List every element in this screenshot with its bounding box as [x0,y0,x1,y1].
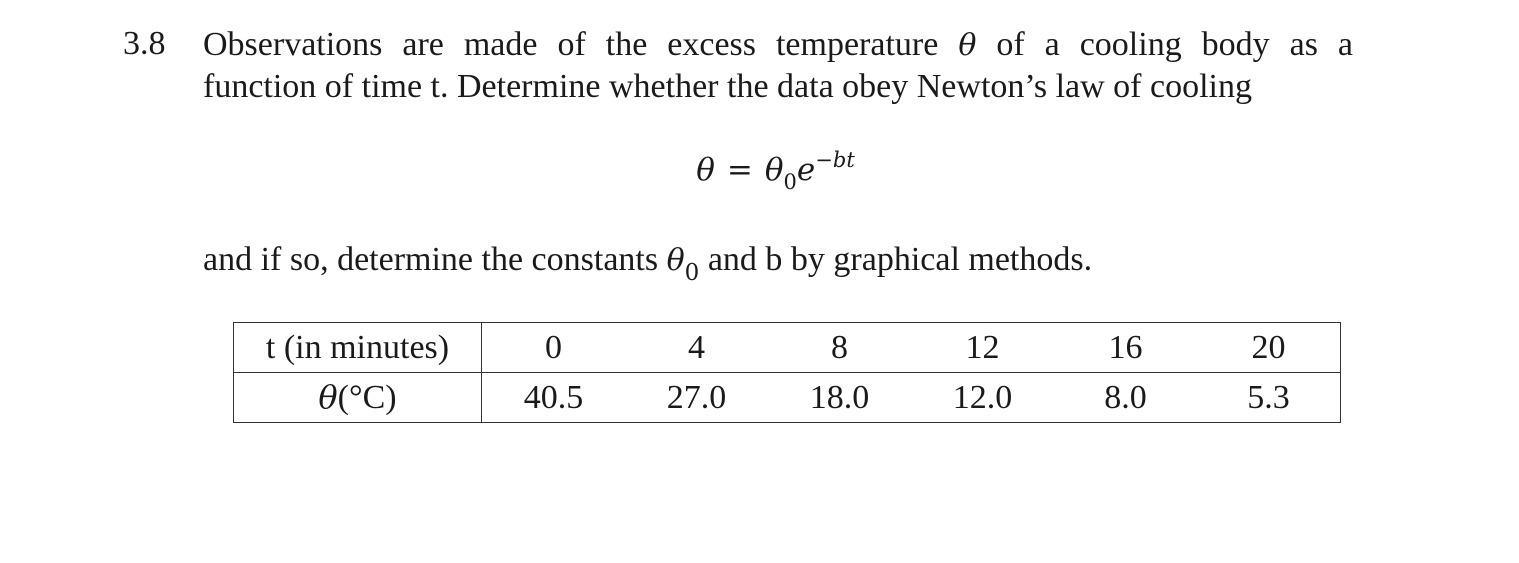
equation-exponent: −bt [815,148,855,172]
problem-number: 3.8 [123,25,166,62]
problem-instruction [203,239,1353,284]
table-row-temperature [234,373,1341,423]
equation-base-subscript: 0 [783,170,797,194]
temperature-value: 5.3 [1247,378,1290,416]
temperature-value: 18.0 [809,378,870,416]
time-value: 16 [1108,328,1143,366]
problem-statement [203,24,1353,107]
temperature-value: 27.0 [666,378,727,416]
statement-line-1-a: Observations are made of the excess temperature [203,26,939,63]
newtons-law-equation [0,150,1519,193]
equation-equals: = [726,152,753,188]
statement-line-1 [203,24,1353,66]
statement-line-2: function of time t. Determine whether the data obey Newton’s law of cooling [203,68,1252,105]
table-row-time [234,323,1341,373]
theta-zero-symbol: θ [666,243,685,278]
equation-base: θ [764,152,784,188]
temperature-header-symbol: θ [318,378,338,416]
theta-zero-subscript: 0 [684,260,700,286]
time-value: 8 [831,328,848,366]
data-table [233,322,1341,423]
time-values-cell [482,323,1341,373]
time-value: 12 [965,328,1000,366]
temperature-value: 8.0 [1104,378,1147,416]
equation-lhs: θ [696,152,715,188]
theta-symbol: θ [958,28,977,63]
time-header-cell: t (in minutes) [234,323,482,373]
temperature-header-cell [234,373,482,423]
temperature-values-cell [482,373,1341,423]
time-value: 4 [688,328,705,366]
instruction-b: and b by graphical methods. [707,241,1093,278]
time-value: 0 [545,328,562,366]
statement-line-1-b: of a cooling body as a [996,26,1354,63]
instruction-a: and if so, determine the constants [203,241,659,278]
temperature-header-unit: (°C) [337,379,397,416]
temperature-value: 40.5 [523,378,584,416]
temperature-value: 12.0 [952,378,1013,416]
time-value: 20 [1251,328,1286,366]
equation-exp-base: e [796,152,816,188]
